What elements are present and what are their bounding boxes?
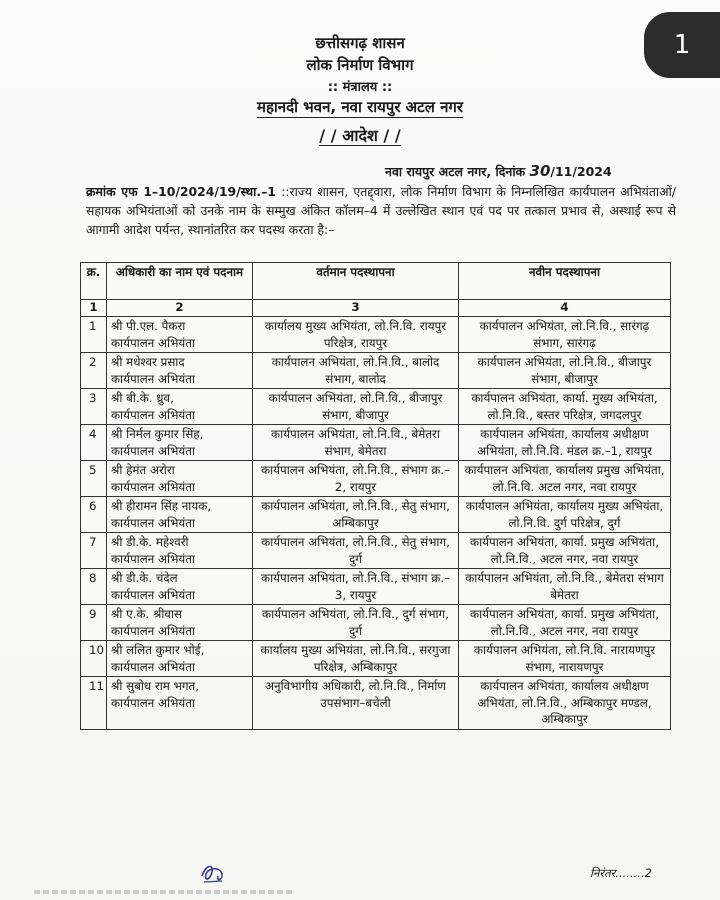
header-line-department: लोक निर्माण विभाग (306, 56, 414, 74)
officer-name: श्री डी.के. चंदेल (111, 571, 178, 585)
officer-designation: कार्यपालन अभियंता (111, 515, 195, 530)
col-number: 1 (81, 300, 107, 317)
row-serial: 9 (81, 605, 107, 641)
page-number-badge: 1 (644, 12, 720, 78)
row-current-posting: कार्यपालन अभियंता, लो.नि.वि., बालोद संभाग, बालोद (253, 353, 459, 389)
row-current-posting: कार्यपालन अभियंता, लो.नि.वि., सेतु संभाग, अम्बिकापुर (253, 497, 459, 533)
officer-designation: कार्यपालन अभियंता (111, 587, 195, 602)
officer-designation: कार्यपालन अभियंता (111, 479, 195, 494)
row-officer (107, 317, 253, 353)
col-header-current: वर्तमान पदस्थापना (253, 263, 459, 300)
officer-designation: कार्यपालन अभियंता (111, 623, 195, 638)
header-line-address: महानदी भवन, नवा रायपुर अटल नगर (256, 98, 464, 116)
table-row (81, 317, 671, 353)
officer-designation: कार्यपालन अभियंता (111, 335, 195, 350)
officer-name: श्री बी.के. ध्रुव, (111, 391, 174, 405)
col-header-new: नवीन पदस्थापना (459, 263, 671, 300)
table-row (81, 389, 671, 425)
officer-name: श्री ए.के. श्रीवास (111, 607, 182, 621)
signature-mark (198, 860, 228, 886)
table-row (81, 569, 671, 605)
col-header-sr: क्र. (81, 263, 107, 300)
row-current-posting: कार्यपालन अभियंता, लो.नि.वि., दुर्ग संभाग, दुर्ग (253, 605, 459, 641)
officer-name: श्री पी.एल. पैकरा (111, 319, 186, 333)
row-officer (107, 533, 253, 569)
order-intro (86, 182, 676, 239)
row-officer (107, 461, 253, 497)
table-row (81, 605, 671, 641)
row-current-posting: कार्यपालन अभियंता, लो.नि.वि., बीजापुर संभाग, बीजापुर (253, 389, 459, 425)
row-serial: 7 (81, 533, 107, 569)
row-serial: 5 (81, 461, 107, 497)
row-current-posting: कार्यालय मुख्य अभियंता, लो.नि.वि. रायपुर परिक्षेत्र, रायपुर (253, 317, 459, 353)
row-serial: 6 (81, 497, 107, 533)
handwritten-day: 30 (529, 162, 551, 180)
row-serial: 3 (81, 389, 107, 425)
row-serial: 1 (81, 317, 107, 353)
col-number: 3 (253, 300, 459, 317)
row-officer (107, 497, 253, 533)
col-number: 4 (459, 300, 671, 317)
row-serial: 2 (81, 353, 107, 389)
row-current-posting: कार्यपालन अभियंता, लो.नि.वि., संभाग क्र.–3, रायपुर (253, 569, 459, 605)
table-header-row (81, 263, 671, 300)
officer-designation: कार्यपालन अभियंता (111, 371, 195, 386)
row-serial: 8 (81, 569, 107, 605)
footer-faint-line (34, 890, 294, 894)
row-new-posting: कार्यपालन अभियंता, कार्या. प्रमुख अभियंता, लो.नि.वि., अटल नगर, नवा रायपुर (459, 605, 671, 641)
row-new-posting: कार्यपालन अभियंता, कार्यालय मुख्य अभियंता, लो.नि.वि. दुर्ग परिक्षेत्र, दुर्ग (459, 497, 671, 533)
table-row (81, 461, 671, 497)
row-officer (107, 641, 253, 677)
row-new-posting: कार्यपालन अभियंता, कार्यालय अधीक्षण अभियंता, लो.नि.वि., अम्बिकापुर मण्डल, अम्बिकापुर (459, 677, 671, 730)
officer-name: श्री ललित कुमार भोई, (111, 643, 205, 657)
table-row (81, 677, 671, 730)
continued-marker: निरंतर........2 (590, 866, 652, 880)
row-serial: 11 (81, 677, 107, 730)
officer-designation: कार्यपालन अभियंता (111, 443, 195, 458)
row-officer (107, 677, 253, 730)
officer-name: श्री सुबोध राम भगत, (111, 679, 200, 693)
row-new-posting: कार्यपालन अभियंता, कार्यालय अधीक्षण अभियंता, लो.नि.वि. मंडल क्र.–1, रायपुर (459, 425, 671, 461)
officer-name: श्री निर्मल कुमार सिंह, (111, 427, 204, 441)
row-officer (107, 425, 253, 461)
table-number-row (81, 300, 671, 317)
table-row (81, 425, 671, 461)
officer-name: श्री डी.के. महेश्वरी (111, 535, 189, 549)
row-new-posting: कार्यपालन अभियंता, लो.नि.वि., सारंगढ़ संभाग, सारंगढ़ (459, 317, 671, 353)
row-officer (107, 389, 253, 425)
table-row (81, 497, 671, 533)
table-row (81, 641, 671, 677)
row-new-posting: कार्यपालन अभियंता, लो.नि.वि. नारायणपुर संभाग, नारायणपुर (459, 641, 671, 677)
row-current-posting: कार्यपालन अभियंता, लो.नि.वि., सेतु संभाग, दुर्ग (253, 533, 459, 569)
row-officer (107, 605, 253, 641)
order-body: ::राज्य शासन, एतद्द्वारा, लोक निर्माण विभाग के निम्नलिखित कार्यपालन अभियंताओं/सहायक अभियंताओं को उनके नाम के सम्मुख अंकित कॉलम–4 में उल्लेखित स्थान एवं पद पर तत्काल प्रभाव से, अस्थाई रूप से आगामी आदेश पर्यन्त, स्थानांतरित कर पदस्थ करता है:– (86, 184, 676, 237)
row-new-posting: कार्यपालन अभियंता, लो.नि.वि., बीजापुर संभाग, बीजापुर (459, 353, 671, 389)
row-new-posting: कार्यपालन अभियंता, लो.नि.वि., बेमेतरा संभाग बेमेतरा (459, 569, 671, 605)
row-new-posting: कार्यपालन अभियंता, कार्यालय प्रमुख अभियंता, लो.नि.वि. अटल नगर, नवा रायपुर (459, 461, 671, 497)
header-line-ministry: :: मंत्रालय :: (327, 80, 393, 95)
date-line: नवा रायपुर अटल नगर, दिनांक 30/11/2024 (385, 162, 612, 180)
officer-designation: कार्यपालन अभियंता (111, 407, 195, 422)
officer-name: श्री हेमंत अरोरा (111, 463, 175, 477)
row-current-posting: कार्यपालन अभियंता, लो.नि.वि., बेमेतरा संभाग, बेमेतरा (253, 425, 459, 461)
row-officer (107, 569, 253, 605)
officer-name: श्री मधेश्वर प्रसाद (111, 355, 185, 369)
transfer-table (80, 262, 671, 730)
col-number: 2 (107, 300, 253, 317)
row-officer (107, 353, 253, 389)
table-row (81, 533, 671, 569)
row-new-posting: कार्यपालन अभियंता, कार्या. प्रमुख अभियंता, लो.नि.वि., अटल नगर, नवा रायपुर (459, 533, 671, 569)
row-serial: 4 (81, 425, 107, 461)
officer-designation: कार्यपालन अभियंता (111, 695, 195, 710)
table-row (81, 353, 671, 389)
row-current-posting: कार्यपालन अभियंता, लो.नि.वि., संभाग क्र.–2, रायपुर (253, 461, 459, 497)
col-header-officer: अधिकारी का नाम एवं पदनाम (107, 263, 253, 300)
officer-designation: कार्यपालन अभियंता (111, 659, 195, 674)
row-serial: 10 (81, 641, 107, 677)
order-reference: क्रमांक एफ 1–10/2024/19/स्था.–1 (86, 184, 276, 199)
row-new-posting: कार्यपालन अभियंता, कार्या. मुख्य अभियंता, लो.नि.वि., बस्तर परिक्षेत्र, जगदलपुर (459, 389, 671, 425)
officer-name: श्री हीरामन सिंह नायक, (111, 499, 212, 513)
order-title: / / आदेश / / (319, 126, 401, 145)
row-current-posting: अनुविभागीय अधिकारी, लो.नि.वि., निर्माण उपसंभाग–बचेली (253, 677, 459, 730)
header-line-govt: छत्तीसगढ़ शासन (315, 34, 405, 52)
officer-designation: कार्यपालन अभियंता (111, 551, 195, 566)
row-current-posting: कार्यालय मुख्य अभियंता, लो.नि.वि., सरगुजा परिक्षेत्र, अम्बिकापुर (253, 641, 459, 677)
